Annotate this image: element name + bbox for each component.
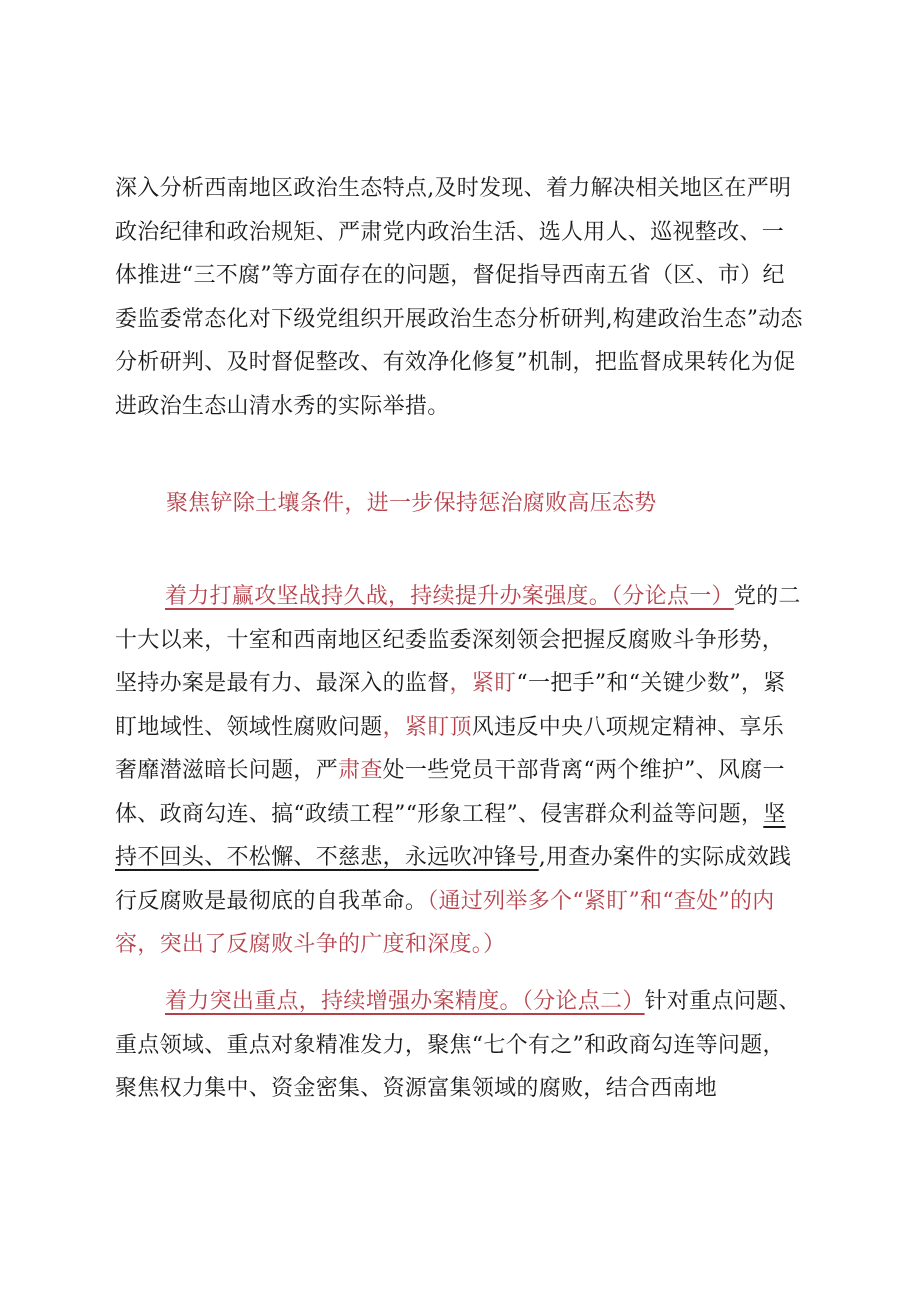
subpoint-lead: 着力突出重点，持续增强办案精度。	[165, 989, 522, 1014]
paragraph-text: ,用查办案件的实际成效践行反腐败是最彻底的自我革命。	[115, 845, 792, 914]
subpoint-lead: 着力打赢攻坚战持久战，持续提升办案强度。	[165, 584, 612, 609]
paragraph-subpoint-one	[115, 575, 805, 967]
paragraph-text: 党的二十大以来，十室和西南地区纪委监委深刻领会把握反腐败斗争形势，坚持办案是最有力、最深入的监督	[115, 584, 801, 696]
section-heading: 聚焦铲除土壤条件，进一步保持惩治腐败高压态势	[166, 491, 657, 516]
subpoint-lead-note: （分论点一）	[611, 584, 734, 609]
paragraph-text: 处一些党员干部背离“两个维护”、风腐一体、政商勾连、搞“政绩工程”“形象工程”、侵害群众利益等问题，	[115, 758, 785, 827]
highlight-text: 肃查	[338, 758, 383, 783]
paragraph-text: 风违反中央八项规定精神、享乐奢靡潜滋暗长问题，严	[115, 714, 785, 783]
paragraph-text: 深入分析西南地区政治生态特点,及时发现、着力解决相关地区在严明政治纪律和政治规矩、严肃党内政治生活、选人用人、巡视整改、一体推进“三不腐”等方面存在的问题，督促指导西南五省（区、市）纪委监委常态化对下级党组织开展政治生态分析研判,构建政治生态”动态分析研判、及时督促整改、有效净化修复”机制，把监督成果转化为促进政治生态山清水秀的实际举措。	[115, 176, 803, 419]
paragraph-text: “一把手”和“关键少数”，紧盯地域性、领域性腐败问题	[115, 671, 786, 740]
highlight-text: ，紧盯	[449, 671, 517, 696]
subpoint-lead-note: （分论点二）	[521, 989, 645, 1014]
highlight-text: ，紧盯顶	[382, 714, 472, 740]
paragraph-text: 针对重点问题、重点领域、重点对象精准发力，聚焦“七个有之”和政商勾连等问题，聚焦权力集中、资金密集、资源富集领域的腐败，结合西南地	[115, 989, 801, 1101]
annotation-note: （通过列举多个“紧盯”和“查处”的内容，突出了反腐败斗争的广度和深度。）	[115, 888, 775, 957]
paragraph-political-ecology	[115, 167, 805, 428]
underlined-text: 坚持不回头、不松懈、不慈悲，永远吹冲锋号	[115, 801, 786, 870]
paragraph-subpoint-two	[115, 980, 805, 1111]
